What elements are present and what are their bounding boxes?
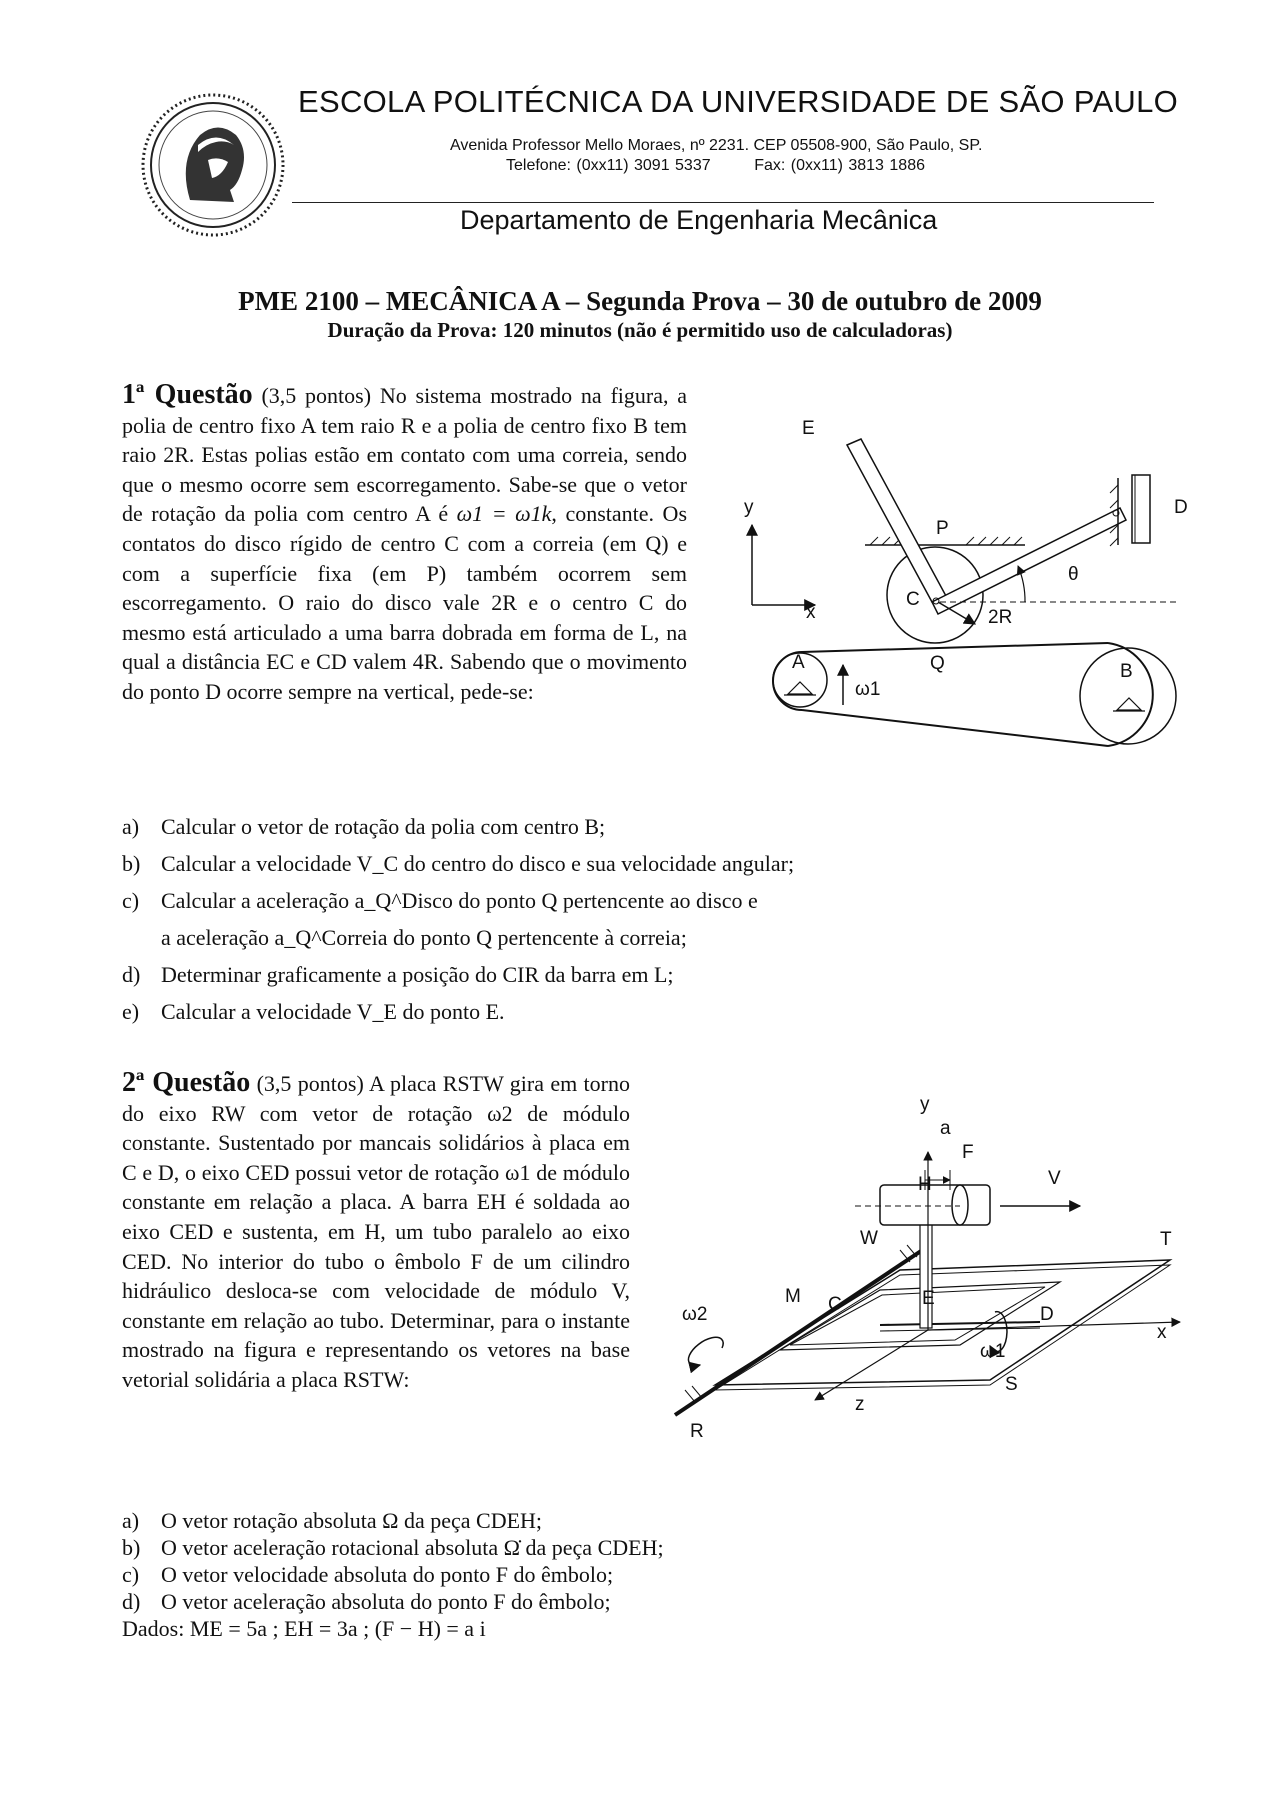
label-C: C: [906, 589, 920, 610]
label-D: D: [1174, 497, 1188, 518]
school-name: ESCOLA POLITÉCNICA DA UNIVERSIDADE DE SÃO PAULO: [298, 84, 1179, 119]
label-z: z: [855, 1394, 865, 1415]
label-W: W: [860, 1228, 878, 1249]
question-2-heading: 2ª Questão: [122, 1067, 251, 1098]
label-V: V: [1048, 1168, 1061, 1189]
question-2-points: (3,5 pontos): [256, 1071, 364, 1096]
label-y: y: [920, 1094, 930, 1115]
list-item: c) Calcular a aceleração a_Q^Disco do ponto Q pertencente ao disco e: [122, 888, 758, 913]
figure-2-rotating-plate: [660, 1090, 1200, 1450]
label-omega1: ω1: [855, 679, 881, 700]
department-name: Departamento de Engenharia Mecânica: [460, 205, 938, 235]
school-seal-logo: [138, 90, 288, 240]
list-item: c) O vetor velocidade absoluta do ponto F do êmbolo;: [122, 1562, 614, 1587]
question-1-text-a: No sistema mostrado na figura, a polia de centro fixo A tem raio R e a polia de centro fixo B tem raio 2R. Estas polias estão em contato com uma correia, sendo que o mesmo ocorre sem escorregamento. Sabe-se que o vetor de rotação da polia com centro A é: [122, 383, 688, 527]
question-2-statement: [122, 1068, 630, 1395]
label-S: S: [1005, 1374, 1018, 1395]
label-Q: Q: [930, 653, 945, 674]
label-theta: θ: [1068, 564, 1079, 585]
question-1-heading: 1ª Questão: [122, 379, 253, 410]
label-x: x: [806, 602, 816, 623]
label-a: a: [940, 1118, 951, 1139]
label-P: P: [936, 518, 949, 539]
header-divider: [292, 202, 1154, 203]
label-C: C: [828, 1294, 842, 1315]
list-item: a aceleração a_Q^Correia do ponto Q pertencente à correia;: [161, 925, 687, 950]
exam-title: PME 2100 – MECÂNICA A – Segunda Prova – 30 de outubro de 2009: [238, 286, 1042, 316]
question-1-points: (3,5 pontos): [261, 383, 372, 408]
list-item: e) Calcular a velocidade V_E do ponto E.: [122, 999, 505, 1024]
exam-subtitle: Duração da Prova: 120 minutos (não é permitido uso de calculadoras): [327, 318, 953, 342]
label-R: R: [690, 1421, 704, 1442]
question-1-statement: [122, 380, 687, 707]
figure-1-pulley-system: [740, 410, 1200, 755]
label-omega1: ω1: [980, 1341, 1006, 1362]
phone-fax-line: Telefone: (0xx11) 3091 5337 Fax: (0xx11) 3813 1886: [506, 157, 925, 174]
label-M: M: [785, 1286, 801, 1307]
label-E: E: [922, 1288, 935, 1309]
list-item: b) O vetor aceleração rotacional absoluta Ω̇ da peça CDEH;: [122, 1535, 664, 1560]
label-x: x: [1157, 1322, 1167, 1343]
label-E: E: [802, 418, 815, 439]
label-D: D: [1040, 1304, 1054, 1325]
question-2-items: [122, 1507, 664, 1642]
question-1-items: [122, 808, 794, 1030]
list-item: a) Calcular o vetor de rotação da polia com centro B;: [122, 814, 606, 839]
omega1-equation: ω1 = ω1k: [456, 501, 552, 527]
label-2R: 2R: [988, 607, 1013, 628]
list-item: b) Calcular a velocidade V_C do centro do disco e sua velocidade angular;: [122, 851, 795, 876]
question-2-text: A placa RSTW gira em torno do eixo RW com vetor de rotação ω2 de módulo constante. Sustentado por mancais solidários à placa em C e D, o eixo CED possui vetor de rotação ω1 de módulo constante em relação a placa. A barra EH é soldada ao eixo CED e sustenta, em H, um tubo paralelo ao eixo CED. No interior do tubo o êmbolo F de um cilindro hidráulico desloca-se com velocidade de módulo V, constante em relação ao tubo. Determinar, para o instante mostrado na figura e representando os vetores na base vetorial solidária a placa RSTW:: [122, 1071, 630, 1392]
label-A: A: [792, 652, 805, 673]
label-F: F: [962, 1142, 974, 1163]
list-item: d) Determinar graficamente a posição do CIR da barra em L;: [122, 962, 674, 987]
label-omega2: ω2: [682, 1304, 708, 1325]
label-T: T: [1160, 1229, 1172, 1250]
list-item: a) O vetor rotação absoluta Ω da peça CDEH;: [122, 1508, 543, 1533]
label-y: y: [744, 497, 754, 518]
data-line: Dados: ME = 5a ; EH = 3a ; (F − H) = a i: [122, 1616, 486, 1641]
address-line: Avenida Professor Mello Moraes, nº 2231. CEP 05508-900, São Paulo, SP.: [450, 137, 983, 154]
label-B: B: [1120, 661, 1133, 682]
question-1-text-b: , constante. Os contatos do disco rígido de centro C com a correia (em Q) e com a superfície fixa (em P) também ocorrem sem escorregamento. O raio do disco vale 2R e o centro C do mesmo está articulado a uma barra dobrada em forma de L, na qual a distância EC e CD valem 4R. Sabendo que o movimento do ponto D ocorre sempre na vertical, pede-se:: [122, 501, 688, 704]
list-item: d) O vetor aceleração absoluta do ponto F do êmbolo;: [122, 1589, 611, 1614]
label-H: H: [918, 1174, 932, 1195]
